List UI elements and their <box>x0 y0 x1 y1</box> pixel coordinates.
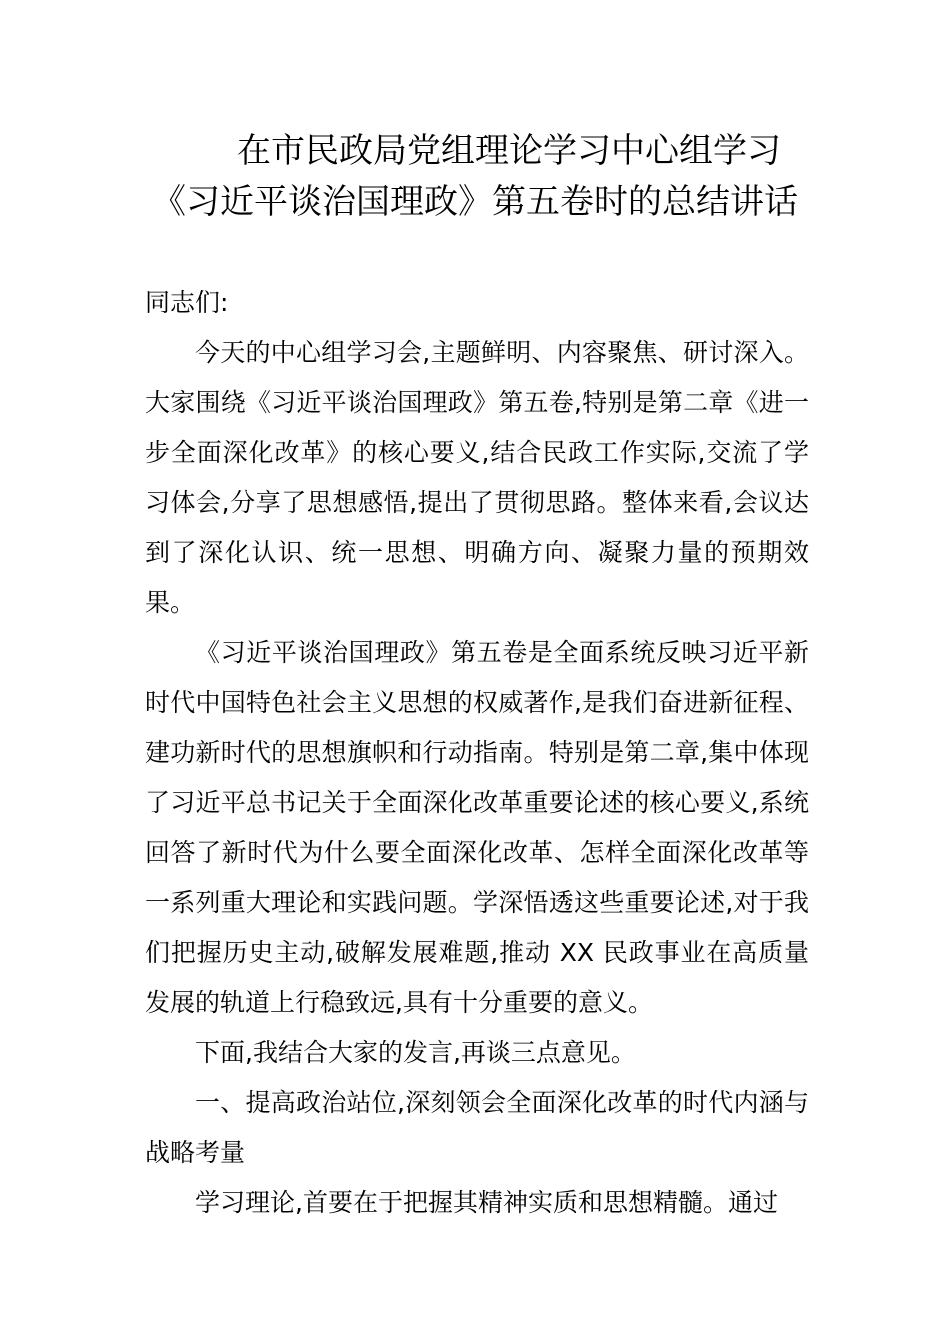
paragraph-transition: 下面,我结合大家的发言,再谈三点意见。 <box>195 1038 636 1067</box>
paragraph-opening: 今天的中心组学习会,主题鲜明、内容聚焦、研讨深入。大家围绕《习近平谈治国理政》第五卷,特别是第二章《进一步全面深化改革》的核心要义,结合民政工作实际,交流了学习体会,分享了思想感悟,提出了贯彻思路。整体来看,会议达到了深化认识、统一思想、明确方向、凝聚力量的预期效果。 <box>145 338 809 617</box>
document-body <box>145 278 809 1228</box>
document-title: 在市民政局党组理论学习中心组学习《习近平谈治国理政》第五卷时的总结讲话 <box>152 131 798 222</box>
paragraph-section-1: 学习理论,首要在于把握其精神实质和思想精髓。通过 <box>195 1188 778 1217</box>
salutation: 同志们: <box>145 288 229 317</box>
section-heading-1: 一、提高政治站位,深刻领会全面深化改革的时代内涵与战略考量 <box>145 1088 809 1167</box>
paragraph-significance: 《习近平谈治国理政》第五卷是全面系统反映习近平新时代中国特色社会主义思想的权威著作,是我们奋进新征程、建功新时代的思想旗帜和行动指南。特别是第二章,集中体现了习近平总书记关于全面深化改革重要论述的核心要义,系统回答了新时代为什么要全面深化改革、怎样全面深化改革等一系列重大理论和实践问题。学深悟透这些重要论述,对于我们把握历史主动,破解发展难题,推动 XX 民政事业在高质量发展的轨道上行稳致远,具有十分重要的意义。 <box>145 638 809 1017</box>
